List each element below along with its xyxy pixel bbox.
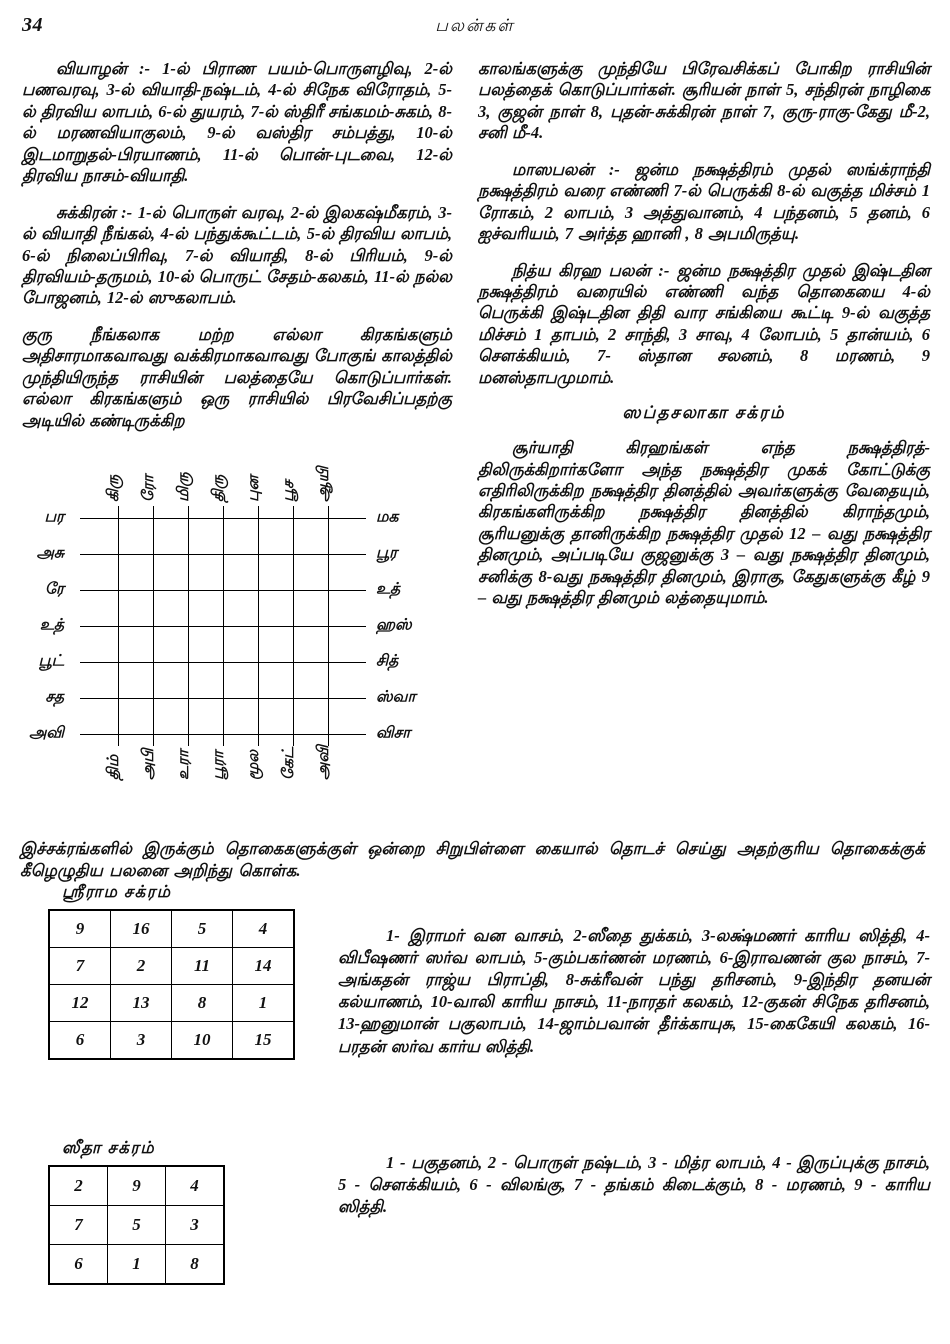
sita_chakram-row	[49, 1206, 224, 1245]
grid-vertical-stub-bottom	[153, 734, 154, 746]
sita_chakram-cell[interactable]: 4	[166, 1166, 225, 1206]
paragraph-masapalan-text: :- ஜன்ம நக்ஷத்திரம் முதல் ஸங்க்ராந்தி நக்ஷத்திரம் வரை எண்ணி 7-ல் பெருக்கி 8-ல் வகுத்த மிச்சம் 1 ரோகம், 2 லாபம், 3 அத்துவானம், 4 பந்தனம், 5 தனம், 6 ஐச்வரியம், 7 அர்த்த ஹானி , 8 அபமிருத்யு.	[478, 159, 930, 244]
grid-left-label: உத்	[39, 616, 64, 634]
paragraph-viyazhan	[22, 58, 452, 187]
folio-number: 34	[22, 14, 43, 36]
grid-vertical-stub-top	[223, 506, 224, 518]
rama_chakram-cell[interactable]: 16	[111, 910, 172, 948]
rama_chakram-row	[49, 1022, 294, 1060]
paragraph-masapalan	[478, 159, 930, 245]
sita-chakram-meanings: 1 - பகுதனம், 2 - பொருள் நஷ்டம், 3 - மித்ர லாபம், 4 - இருப்புக்கு நாசம், 5 - செளக்கியம், 6 - விலங்கு, 7 - தங்கம் கிடைக்கும், 8 - மரணம், 9 - காரிய ஸித்தி.	[338, 1153, 930, 1217]
rama_chakram-cell[interactable]: 13	[111, 985, 172, 1022]
sita_chakram-cell[interactable]: 6	[49, 1245, 108, 1285]
grid-vertical-stub-bottom	[293, 734, 294, 746]
grid-vertical-stub-bottom	[258, 734, 259, 746]
paragraph-nithya-graha-palan-text: :- ஜன்ம நக்ஷத்திர முதல் இஷ்டதின நக்ஷத்திரம் வரையில் எண்ணி வந்த தொகையை 4-ல் பெருக்கி இஷ்டதின திதி வார சங்கியை கூட்டி 9-ல் வகுத்த மிச்சம் 1 தாபம், 2 சாந்தி, 3 சாவு, 4 லோபம், 5 தான்யம், 6 செளக்கியம், 7- ஸ்தான சலனம், 8 மரணம், 9 மனஸ்தாபமுமாம்.	[478, 260, 930, 387]
grid-vertical-stub-bottom	[118, 734, 119, 746]
grid-vertical-stub-top	[328, 506, 329, 518]
grid-horizontal-line	[80, 554, 366, 555]
grid-top-label: மிரு	[175, 472, 192, 502]
sita_chakram-row	[49, 1245, 224, 1285]
rama_chakram-cell[interactable]: 7	[49, 948, 111, 985]
grid-right-label: ஸ்வா	[376, 688, 416, 706]
rama_chakram-cell[interactable]: 9	[49, 910, 111, 948]
grid-top-label: ஆயி	[315, 466, 332, 502]
rama_chakram-row	[49, 948, 294, 985]
grid-horizontal-line	[80, 590, 366, 591]
lead-viyazhan: வியாழன்	[56, 59, 127, 78]
grid-horizontal-line	[80, 734, 366, 735]
paragraph-saptasalaka-body: சூர்யாதி கிரஹங்கள் எந்த நக்ஷத்திரத்-திலிருக்கிறார்களோ அந்த நக்ஷத்திர முகக் கோட்டுக்கு எதிரிலிருக்கிற நக்ஷத்திர தினத்தில் அவர்களுக்கு வேதையும், கிரகங்களிருக்கிற நக்ஷத்திர தினத்தில் கிராந்தமும், சூரியனுக்கு தானிருக்கிற நக்ஷத்திர முதல் 12 – வது நக்ஷத்திர தினமும், அப்படியே குஜனுக்கு 3 – வது நக்ஷத்திர தினமும், சனிக்கு 8-வது நக்ஷத்திர தினமும், இராகு, கேதுகளுக்கு கீழ் 9 – வது நக்ஷத்திர தினமும் லத்தையுமாம்.	[478, 438, 930, 608]
grid-vertical-stub-bottom	[188, 734, 189, 746]
paragraph-guru-note: குரு நீங்கலாக மற்ற எல்லா கிரகங்களும் அதிசாரமாகவாவது வக்கிரமாகவாவது போகுங் காலத்தில் முந்தியிருந்த ராசியின் பலத்தையே கொடுப்பார்கள். எல்லா கிரகங்களும் ஒரு ராசியில் பிரவேசிப்பதற்கு அடியில் கண்டிருக்கிற	[22, 324, 452, 430]
rama_chakram-cell[interactable]: 4	[233, 910, 295, 948]
grid-bottom-label: உரா	[175, 749, 192, 780]
sita-chakram-table	[48, 1165, 225, 1285]
grid-bottom-label: அவி	[315, 745, 332, 780]
paragraph-viyazhan-text: :- 1-ல் பிராண பயம்-பொருளழிவு, 2-ல் பணவரவு, 3-ல் வியாதி-நஷ்டம், 4-ல் சிநேக விரோதம், 5-ல் திரவிய லாபம், 6-ல் துயரம், 7-ல் ஸ்திரீ சங்கமம்-சுகம், 8-ல் மரணவியாகுலம், 9-ல் வஸ்திர சம்பத்து, 10-ல் இடமாறுதல்-பிரயாணம், 11-ல் பொன்-புடவை, 12-ல் திரவிய நாசம்-வியாதி.	[22, 59, 452, 186]
running-title: பலன்கள்	[435, 16, 515, 35]
rama_chakram-row	[49, 985, 294, 1022]
rama-chakram-meanings: 1- இராமர் வன வாசம், 2-ஸீதை துக்கம், 3-லக்ஷ்மணர் காரிய ஸித்தி, 4-விபீஷணர் ஸர்வ லாபம், 5-கும்பகர்ணன் மரணம், 6-இராவணன் குல நாசம், 7-அங்கதன் ராஜ்ய பிராப்தி, 8-சுக்ரீவன் பந்து தரிசனம், 9-இந்திர தனயன் கல்யாணம், 10-வாலி காரிய நாசம், 11-நாரதர் கலகம், 12-குகன் சிநேக தரிசனம், 13-ஹனுமான் பகுலாபம், 14-ஜாம்பவான் தீர்க்காயுசு, 15-கைகேயி கலகம், 16-பரதன் ஸர்வ கார்ய ஸித்தி.	[338, 926, 930, 1056]
grid-horizontal-line	[80, 662, 366, 663]
rama_chakram-cell[interactable]: 11	[172, 948, 233, 985]
lead-masapalan: மாஸபலன்	[512, 159, 594, 179]
rama-chakram-table	[48, 909, 295, 1060]
instruction-paragraph: இச்சக்ரங்களில் இருக்கும் தொகைகளுக்குள் ஒன்றை சிறுபிள்ளை கையால் தொடச் செய்து அதற்குரிய தொகைக்குக் கீழெழுதிய பலனை அறிந்து கொள்க.	[20, 839, 925, 880]
lead-sukkiran: சுக்கிரன்	[56, 202, 116, 222]
rama_chakram-cell[interactable]: 3	[111, 1022, 172, 1060]
sita_chakram-row	[49, 1166, 224, 1206]
rama_chakram-cell[interactable]: 5	[172, 910, 233, 948]
rama_chakram-cell[interactable]: 15	[233, 1022, 295, 1060]
grid-vertical-stub-top	[293, 506, 294, 518]
grid-horizontal-line	[80, 698, 366, 699]
grid-top-label: பூச	[280, 480, 297, 502]
grid-right-label: மக	[376, 508, 399, 526]
grid-left-label: பூட்	[38, 652, 64, 670]
rama_chakram-cell[interactable]: 8	[172, 985, 233, 1022]
grid-vertical-stub-top	[258, 506, 259, 518]
grid-vertical-stub-top	[153, 506, 154, 518]
sita_chakram-cell[interactable]: 5	[108, 1206, 166, 1245]
grid-right-label: ஹஸ்	[376, 616, 412, 634]
sita-chakram-title: ஸீதா சக்ரம்	[62, 1138, 156, 1157]
grid-left-label: பர	[44, 508, 64, 526]
left-column	[22, 58, 452, 446]
saptasalaka-chakram-diagram	[22, 455, 442, 815]
grid-bottom-label: திம்	[105, 754, 122, 780]
grid-right-label: உத்	[376, 580, 401, 598]
grid-horizontal-line	[80, 518, 366, 519]
right-column	[478, 58, 930, 624]
grid-left-label: ரே	[44, 580, 64, 598]
sita_chakram-cell[interactable]: 1	[108, 1245, 166, 1285]
grid-top-label: திரு	[210, 474, 227, 502]
section-heading-saptasalaka: ஸப்தசலாகா சக்ரம்	[622, 403, 786, 423]
grid-vertical-stub-bottom	[223, 734, 224, 746]
lead-nithya-graha-palan: நித்ய கிரஹ பலன்	[512, 260, 651, 280]
grid-bottom-label: கேட்	[280, 746, 297, 780]
sita_chakram-cell[interactable]: 9	[108, 1166, 166, 1206]
sita-chakram-block	[48, 1138, 225, 1285]
grid-top-label: ரோ	[140, 474, 157, 502]
grid-right-label: விசா	[376, 724, 411, 742]
rama-chakram-block	[48, 882, 295, 1060]
grid-bottom-label: அபி	[140, 748, 157, 780]
sita_chakram-cell[interactable]: 7	[49, 1206, 108, 1245]
grid-bottom-label: மூல	[245, 749, 262, 780]
running-head	[0, 14, 950, 44]
sita_chakram-cell[interactable]: 8	[166, 1245, 225, 1285]
rama_chakram-cell[interactable]: 2	[111, 948, 172, 985]
saptasalaka-grid	[29, 466, 416, 780]
rama_chakram-cell[interactable]: 6	[49, 1022, 111, 1060]
grid-bottom-label: பூரா	[210, 750, 227, 780]
paragraph-nithya-graha-palan	[478, 260, 930, 389]
rama_chakram-row	[49, 910, 294, 948]
grid-left-label: அசு	[36, 544, 64, 562]
grid-right-label: பூர	[376, 544, 398, 562]
rama_chakram-cell[interactable]: 10	[172, 1022, 233, 1060]
rama_chakram-cell[interactable]: 1	[233, 985, 295, 1022]
sita_chakram-cell[interactable]: 3	[166, 1206, 225, 1245]
rama-chakram-title: ஸ்ரீராம சக்ரம்	[62, 882, 172, 901]
rama_chakram-cell[interactable]: 14	[233, 948, 295, 985]
paragraph-sukkiran	[22, 202, 452, 309]
paragraph-continuation: காலங்களுக்கு முந்தியே பிரேவசிக்கப் போகிற ராசியின் பலத்தைக் கொடுப்பார்கள். சூரியன் நாள் 5, சந்திரன் நாழிகை 3, குஜன் நாள் 8, புதன்-சுக்கிரன் நாள் 7, குரு-ராகு-கேது மீ-2, சனி மீ-4.	[478, 59, 930, 143]
grid-left-label: சத	[45, 688, 64, 706]
rama_chakram-cell[interactable]: 12	[49, 985, 111, 1022]
grid-horizontal-line	[80, 626, 366, 627]
grid-top-label: புன	[245, 475, 262, 502]
grid-right-label: சித்	[376, 652, 399, 670]
paragraph-sukkiran-text: :- 1-ல் பொருள் வரவு, 2-ல் இலகஷ்மீகரம், 3-ல் வியாதி நீங்கல், 4-ல் பந்துக்கூட்டம், 5-ல் திரவிய லாபம், 6-ல் நிலைப்பிரிவு, 7-ல் வியாதி, 8-ல் பிரியம், 9-ல் திரவியம்-தருமம், 10-ல் பொருட் சேதம்-கலகம், 11-ல் நல்ல போஜனம், 12-ல் ஸுகலாபம்.	[22, 202, 452, 308]
sita_chakram-cell[interactable]: 2	[49, 1166, 108, 1206]
grid-top-label: கிரு	[105, 474, 122, 502]
grid-vertical-stub-top	[118, 506, 119, 518]
grid-vertical-stub-top	[188, 506, 189, 518]
grid-left-label: அவி	[29, 724, 64, 742]
